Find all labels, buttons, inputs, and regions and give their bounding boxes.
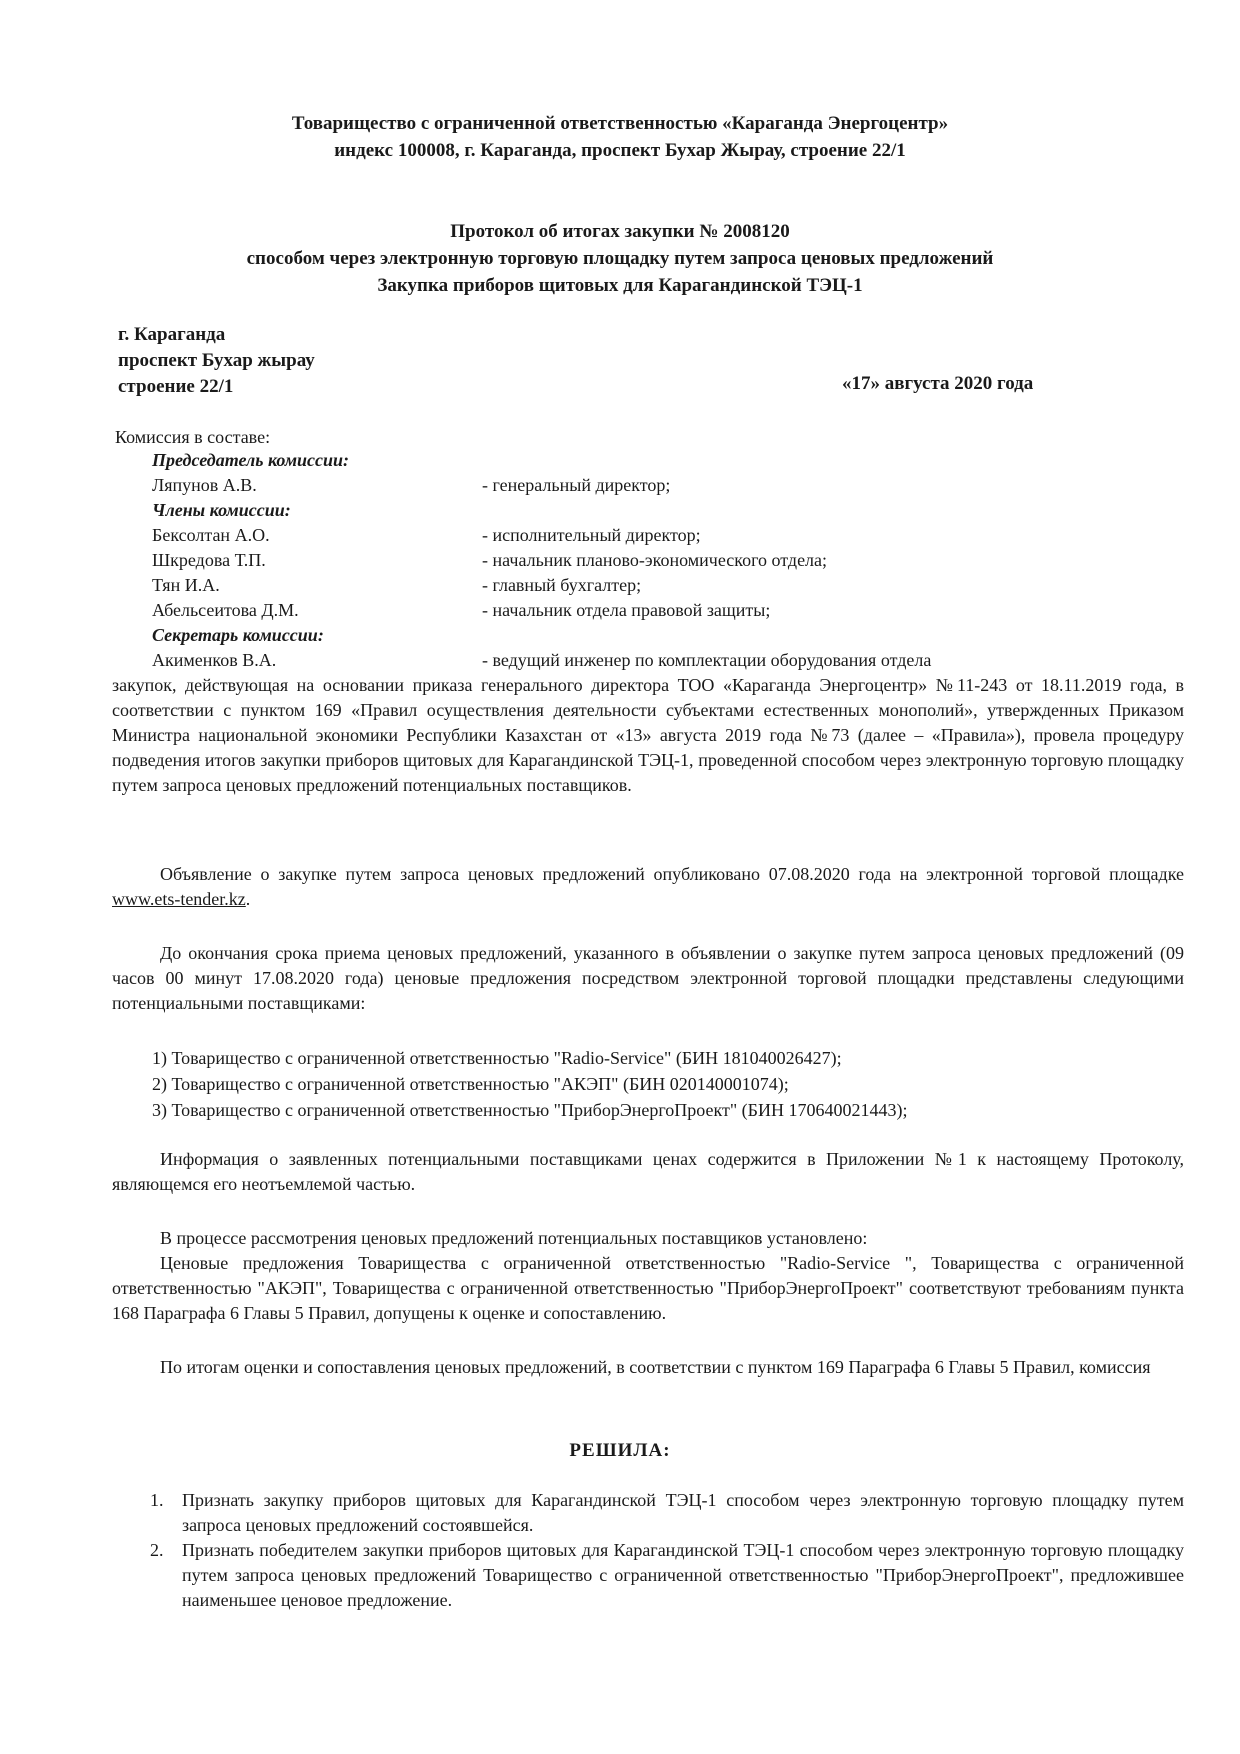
decision-text: Признать победителем закупки приборов щитовых для Карагандинской ТЭЦ-1 способом через электронную торговую площадку путем запроса ценовых предложений Товарищество с ограниченной ответственностью "ПриборЭнергоПроект", предложившее наименьшее ценовое предложение. [182, 1540, 1184, 1610]
member-row [152, 523, 1102, 548]
paragraph-admission: Ценовые предложения Товарищества с ограниченной ответственностью "Radio-Service ", Товарищества с ограниченной ответственностью "АКЭП", Товарищества с ограниченной ответственностью "ПриборЭнергоПроект" соответствуют требованиям пункта 168 Параграфа 6 Главы 5 Правил, допущены к оценке и сопоставлению. [112, 1253, 1184, 1323]
member-name: Абельсеитова Д.М. [152, 600, 299, 620]
paragraph-deadline: До окончания срока приема ценовых предложений, указанного в объявлении о закупке путем запроса ценовых предложений (09 часов 00 минут 17.08.2020 года) ценовые предложения посредством электронной торговой площадки представлены следующими потенциальными поставщиками: [112, 943, 1184, 1013]
protocol-method: способом через электронную торговую площадку путем запроса ценовых предложений [246, 248, 994, 269]
member-post: - начальник отдела правовой защиты; [482, 600, 771, 620]
place-street: проспект Бухар жырау [118, 350, 315, 371]
place-block [118, 322, 315, 400]
member-name: Акименков В.А. [152, 650, 277, 670]
list-item: 3) Товарищество с ограниченной ответственностью "ПриборЭнергоПроект" (БИН 170640021443); [152, 1100, 908, 1120]
decision-number: 2. [150, 1540, 164, 1560]
list-item: 1) Товарищество с ограниченной ответственностью "Radio-Service" (БИН 181040026427); [152, 1048, 842, 1068]
paragraph-commission-basis: закупок, действующая на основании приказа генерального директора ТОО «Караганда Энергоцентр» №11-243 от 18.11.2019 года, в соответствии с пунктом 169 «Правил осуществления деятельности субъектами естественных монополий», утвержденных Приказом Министра национальной экономики Республики Казахстан от «13» августа 2019 года №73 (далее – «Правила»), провела процедуру подведения итогов закупки приборов щитовых для Карагандинской ТЭЦ-1, проведенной способом через электронную торговую площадку путем запроса ценовых предложений потенциальных поставщиков. [112, 675, 1184, 795]
member-post: - главный бухгалтер; [482, 575, 642, 595]
member-row [152, 598, 1102, 623]
member-name: Ляпунов А.В. [152, 475, 257, 495]
member-post: - исполнительный директор; [482, 525, 701, 545]
decision-item [142, 1538, 1184, 1613]
place-city: г. Караганда [118, 324, 226, 345]
members-label: Члены комиссии: [152, 500, 291, 520]
list-item: 2) Товарищество с ограниченной ответственностью "АКЭП" (БИН 020140001074); [152, 1074, 789, 1094]
paragraph-price-info: Информация о заявленных потенциальными поставщиками ценах содержится в Приложении №1 к настоящему Протоколу, являющемся его неотъемлемой частью. [112, 1149, 1184, 1194]
secretary-label: Секретарь комиссии: [152, 625, 324, 645]
member-row [152, 473, 1102, 498]
decision-number: 1. [150, 1490, 164, 1510]
paragraph-announcement [112, 862, 1184, 912]
supplier-list [152, 1045, 908, 1123]
decision-list [142, 1488, 1184, 1613]
place-building: строение 22/1 [118, 376, 234, 397]
commission-intro: Комиссия в составе: [115, 427, 271, 447]
member-row [152, 548, 1102, 573]
announcement-text: Объявление о закупке путем запроса ценовых предложений опубликовано 07.08.2020 года на электронной торговой площадке [160, 864, 1184, 884]
commission-members [152, 448, 1102, 673]
member-post: - ведущий инженер по комплектации оборудования отдела [482, 650, 932, 670]
tender-site-link[interactable]: www.ets-tender.kz [112, 889, 246, 909]
member-row [152, 573, 1102, 598]
org-name: Товарищество с ограниченной ответственностью «Караганда Энергоцентр» [291, 113, 949, 134]
member-row [152, 648, 1102, 673]
protocol-date: «17» августа 2020 года [842, 373, 1034, 394]
member-post: - начальник планово-экономического отдела; [482, 550, 828, 570]
member-post: - генеральный директор; [482, 475, 671, 495]
decision-title: РЕШИЛА: [569, 1440, 671, 1461]
org-address: индекс 100008, г. Караганда, проспект Бухар Жырау, строение 22/1 [334, 140, 906, 161]
announcement-end: . [245, 889, 251, 909]
member-name: Тян И.А. [152, 575, 220, 595]
member-name: Шкредова Т.П. [152, 550, 266, 570]
protocol-heading [0, 218, 1240, 299]
protocol-title: Протокол об итогах закупки № 2008120 [450, 221, 790, 242]
decision-text: Признать закупку приборов щитовых для Карагандинской ТЭЦ-1 способом через электронную торговую площадку путем запроса ценовых предложений состоявшейся. [182, 1490, 1184, 1535]
member-name: Бексолтан А.О. [152, 525, 270, 545]
chair-label: Председатель комиссии: [152, 450, 350, 470]
protocol-subject: Закупка приборов щитовых для Карагандинской ТЭЦ-1 [377, 275, 863, 296]
decision-item [142, 1488, 1184, 1538]
paragraph-evaluation: По итогам оценки и сопоставления ценовых предложений, в соответствии с пунктом 169 Параграфа 6 Главы 5 Правил, комиссия [160, 1357, 1151, 1377]
paragraph-review: В процессе рассмотрения ценовых предложений потенциальных поставщиков установлено: [160, 1228, 868, 1248]
organization-header [0, 110, 1240, 164]
